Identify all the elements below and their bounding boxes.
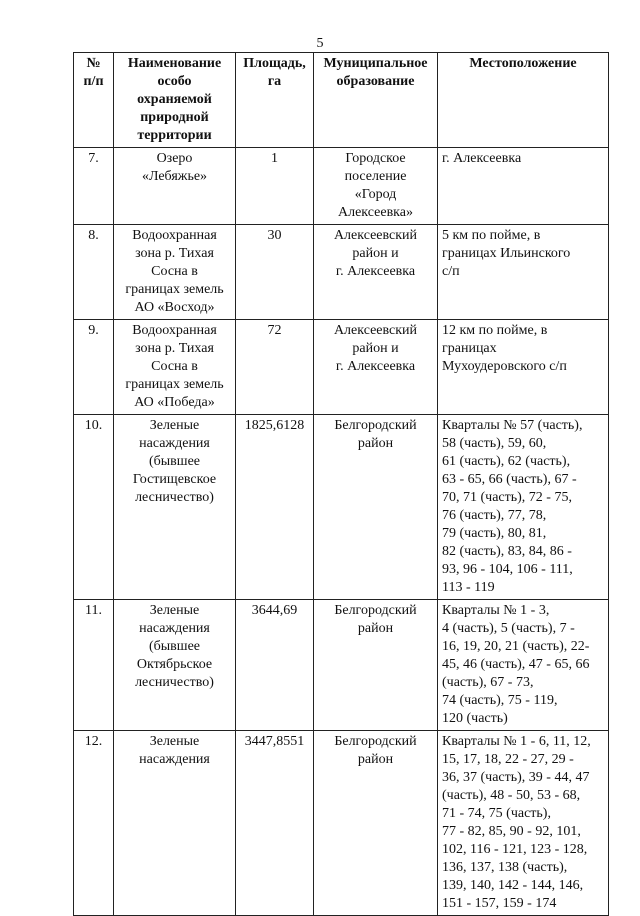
header-area: Площадь, га (236, 53, 314, 148)
row-location: г. Алексеевка (438, 148, 609, 225)
row-municipality: Алексеевский район и г. Алексеевка (314, 320, 438, 415)
row-num: 8. (74, 225, 114, 320)
row-num: 7. (74, 148, 114, 225)
protected-areas-table (73, 52, 609, 916)
row-name: Зеленые насаждения (бывшее Октябрьское лесничество) (114, 600, 236, 731)
row-municipality: Белгородский район (314, 731, 438, 916)
table-row (74, 148, 609, 225)
row-location: Кварталы № 1 - 3, 4 (часть), 5 (часть), 7 - 16, 19, 20, 21 (часть), 22- 45, 46 (часть), 47 - 65, 66 (часть), 67 - 73, 74 (часть), 75 - 119, 120 (часть) (438, 600, 609, 731)
row-area: 72 (236, 320, 314, 415)
table-row (74, 225, 609, 320)
row-location: 12 км по пойме, в границах Мухоудеровского с/п (438, 320, 609, 415)
row-location: Кварталы № 57 (часть), 58 (часть), 59, 60, 61 (часть), 62 (часть), 63 - 65, 66 (часть), 67 - 70, 71 (часть), 72 - 75, 76 (часть), 77, 78, 79 (часть), 80, 81, 82 (часть), 83, 84, 86 - 93, 96 - 104, 106 - 111, 113 - 119 (438, 415, 609, 600)
row-num: 12. (74, 731, 114, 916)
row-name: Зеленые насаждения (114, 731, 236, 916)
table-row (74, 320, 609, 415)
row-name: Водоохранная зона р. Тихая Сосна в границах земель АО «Победа» (114, 320, 236, 415)
table-row (74, 600, 609, 731)
row-location: 5 км по пойме, в границах Ильинского с/п (438, 225, 609, 320)
row-name: Зеленые насаждения (бывшее Гостищевское лесничество) (114, 415, 236, 600)
row-name: Водоохранная зона р. Тихая Сосна в границах земель АО «Восход» (114, 225, 236, 320)
row-area: 3644,69 (236, 600, 314, 731)
table-row (74, 731, 609, 916)
row-area: 1825,6128 (236, 415, 314, 600)
row-municipality: Алексеевский район и г. Алексеевка (314, 225, 438, 320)
row-municipality: Городское поселение «Город Алексеевка» (314, 148, 438, 225)
row-area: 30 (236, 225, 314, 320)
table-header-row (74, 53, 609, 148)
row-municipality: Белгородский район (314, 415, 438, 600)
row-name: Озеро «Лебяжье» (114, 148, 236, 225)
header-municipality: Муниципальное образование (314, 53, 438, 148)
header-num: № п/п (74, 53, 114, 148)
header-location: Местоположение (438, 53, 609, 148)
row-num: 9. (74, 320, 114, 415)
page-number: 5 (316, 36, 324, 51)
row-municipality: Белгородский район (314, 600, 438, 731)
row-area: 1 (236, 148, 314, 225)
header-name: Наименование особо охраняемой природной территории (114, 53, 236, 148)
row-area: 3447,8551 (236, 731, 314, 916)
row-location: Кварталы № 1 - 6, 11, 12, 15, 17, 18, 22 - 27, 29 - 36, 37 (часть), 39 - 44, 47 (часть), 48 - 50, 53 - 68, 71 - 74, 75 (часть), 77 - 82, 85, 90 - 92, 101, 102, 116 - 121, 123 - 128, 136, 137, 138 (часть), 139, 140, 142 - 144, 146, 151 - 157, 159 - 174 (438, 731, 609, 916)
table-row (74, 415, 609, 600)
row-num: 11. (74, 600, 114, 731)
row-num: 10. (74, 415, 114, 600)
